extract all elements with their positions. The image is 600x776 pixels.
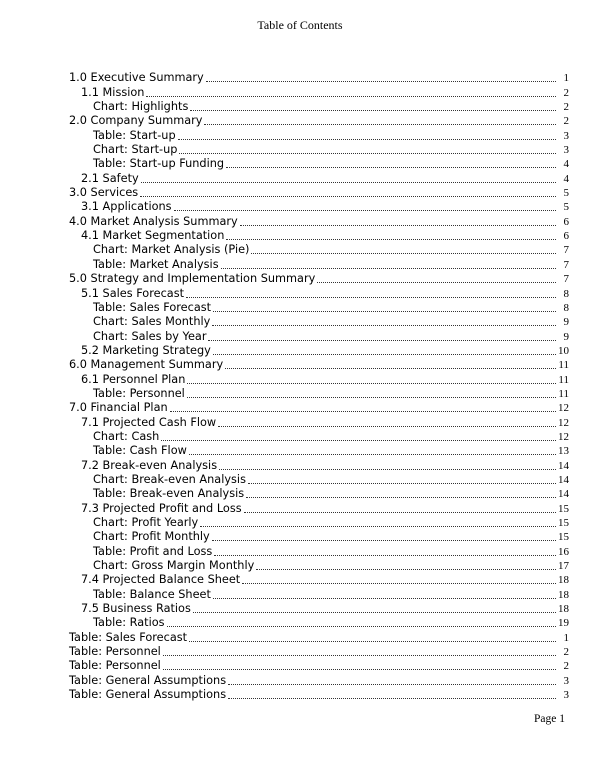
toc-entry[interactable] — [69, 243, 569, 257]
toc-entry-label: Table: Balance Sheet — [93, 587, 211, 601]
toc-entry-label: 4.1 Market Segmentation — [81, 229, 225, 243]
dot-leader — [248, 482, 556, 484]
toc-entry-label: 6.1 Personnel Plan — [81, 372, 186, 386]
toc-entry-page-number: 10 — [558, 344, 569, 357]
dot-leader — [213, 310, 556, 312]
page-number-footer: Page 1 — [534, 713, 565, 725]
toc-entry-label: 7.5 Business Ratios — [81, 602, 191, 616]
toc-entry-page-number: 18 — [558, 574, 569, 587]
toc-entry[interactable] — [69, 85, 569, 99]
dot-leader — [251, 252, 556, 254]
toc-entry-label: Chart: Cash — [93, 429, 160, 443]
toc-entry-page-number: 8 — [563, 287, 569, 300]
toc-entry-label: Chart: Start-up — [93, 143, 178, 157]
toc-entry[interactable] — [69, 344, 569, 358]
dot-leader — [228, 697, 556, 699]
toc-entry-page-number: 2 — [563, 115, 569, 128]
toc-entry-page-number: 14 — [558, 459, 569, 472]
toc-entry-page-number: 19 — [558, 617, 569, 630]
toc-entry[interactable] — [69, 516, 569, 530]
toc-entry-page-number: 12 — [558, 430, 569, 443]
dot-leader — [225, 367, 556, 369]
toc-entry-page-number: 15 — [558, 531, 569, 544]
toc-entry-label: Chart: Market Analysis (Pie) — [93, 243, 250, 257]
toc-entry-label: Table: Break-even Analysis — [93, 487, 245, 501]
toc-entry-label: 4.0 Market Analysis Summary — [69, 214, 238, 228]
dot-leader — [212, 539, 556, 541]
toc-entry-page-number: 2 — [563, 101, 569, 114]
toc-entry-page-number: 7 — [563, 273, 569, 286]
toc-entry[interactable] — [69, 530, 569, 544]
toc-entry[interactable] — [69, 688, 569, 702]
toc-entry[interactable] — [69, 71, 569, 85]
dot-leader — [163, 654, 556, 656]
toc-entry-label: Table: Start-up — [93, 128, 176, 142]
toc-entry-label: 7.1 Projected Cash Flow — [81, 415, 217, 429]
dot-leader — [193, 611, 556, 613]
toc-entry-page-number: 17 — [558, 560, 569, 573]
toc-entry-page-number: 2 — [563, 660, 569, 673]
toc-entry[interactable] — [69, 257, 569, 271]
toc-entry-page-number: 11 — [558, 387, 569, 400]
toc-entry-page-number: 18 — [558, 603, 569, 616]
toc-entry-label: Table: Personnel — [69, 645, 161, 659]
dot-leader — [141, 181, 556, 183]
toc-entry-page-number: 5 — [563, 187, 569, 200]
toc-entry-label: Table: General Assumptions — [69, 673, 227, 687]
toc-entry-label: Table: General Assumptions — [69, 688, 227, 702]
toc-entry-page-number: 11 — [558, 359, 569, 372]
toc-entry-page-number: 9 — [563, 330, 569, 343]
toc-entry-label: Table: Start-up Funding — [93, 157, 225, 171]
dot-leader — [146, 95, 556, 97]
toc-entry-label: 5.0 Strategy and Implementation Summary — [69, 272, 316, 286]
dot-leader — [178, 138, 556, 140]
toc-entry-label: Chart: Profit Monthly — [93, 530, 210, 544]
toc-entry[interactable] — [69, 415, 569, 429]
toc-entry[interactable] — [69, 143, 569, 157]
toc-entry-page-number: 2 — [563, 646, 569, 659]
dot-leader — [190, 109, 556, 111]
toc-entry-page-number: 3 — [563, 689, 569, 702]
dot-leader — [189, 453, 556, 455]
toc-entry-page-number: 12 — [558, 416, 569, 429]
toc-entry[interactable] — [69, 358, 569, 372]
toc-entry-label: 5.2 Marketing Strategy — [81, 343, 211, 357]
toc-entry-label: Table: Cash Flow — [93, 444, 187, 458]
toc-entry-label: Chart: Gross Margin Monthly — [93, 559, 255, 573]
toc-entry-page-number: 16 — [558, 545, 569, 558]
toc-entry[interactable] — [69, 286, 569, 300]
dot-leader — [170, 410, 556, 412]
dot-leader — [200, 525, 556, 527]
toc-entry[interactable] — [69, 128, 569, 142]
dot-leader — [256, 568, 556, 570]
toc-entry-page-number: 15 — [558, 502, 569, 515]
dot-leader — [212, 324, 556, 326]
table-of-contents — [69, 71, 569, 702]
toc-entry-page-number: 3 — [563, 674, 569, 687]
toc-entry[interactable] — [69, 559, 569, 573]
toc-entry[interactable] — [69, 200, 569, 214]
dot-leader — [161, 439, 556, 441]
dot-leader — [213, 353, 556, 355]
toc-entry-label: Chart: Highlights — [93, 100, 189, 114]
dot-leader — [317, 281, 556, 283]
toc-entry-page-number: 3 — [563, 129, 569, 142]
toc-entry-label: 7.2 Break-even Analysis — [81, 458, 218, 472]
toc-entry[interactable] — [69, 401, 569, 415]
dot-leader — [179, 152, 556, 154]
toc-entry[interactable] — [69, 587, 569, 601]
toc-entry[interactable] — [69, 430, 569, 444]
toc-entry-page-number: 13 — [558, 445, 569, 458]
toc-entry-label: Table: Sales Forecast — [93, 300, 212, 314]
dot-leader — [218, 425, 556, 427]
toc-entry-page-number: 14 — [558, 488, 569, 501]
toc-entry[interactable] — [69, 458, 569, 472]
toc-entry[interactable] — [69, 114, 569, 128]
toc-entry-page-number: 6 — [563, 230, 569, 243]
toc-entry-page-number: 4 — [563, 172, 569, 185]
toc-entry[interactable] — [69, 501, 569, 515]
toc-entry-page-number: 3 — [563, 144, 569, 157]
toc-entry-page-number: 7 — [563, 244, 569, 257]
toc-entry-label: Table: Personnel — [93, 386, 185, 400]
dot-leader — [228, 683, 556, 685]
toc-entry-label: Chart: Sales by Year — [93, 329, 207, 343]
dot-leader — [242, 582, 556, 584]
dot-leader — [204, 123, 556, 125]
toc-entry-page-number: 7 — [563, 258, 569, 271]
toc-entry[interactable] — [69, 301, 569, 315]
toc-entry[interactable] — [69, 544, 569, 558]
toc-entry-page-number: 9 — [563, 316, 569, 329]
toc-entry-label: 1.1 Mission — [81, 85, 145, 99]
toc-entry-label: 7.3 Projected Profit and Loss — [81, 501, 242, 515]
dot-leader — [208, 339, 556, 341]
toc-entry[interactable] — [69, 659, 569, 673]
toc-entry-label: Table: Profit and Loss — [93, 544, 213, 558]
toc-entry[interactable] — [69, 171, 569, 185]
dot-leader — [186, 296, 556, 298]
toc-entry[interactable] — [69, 315, 569, 329]
toc-entry[interactable] — [69, 214, 569, 228]
toc-entry-label: 3.0 Services — [69, 186, 139, 200]
toc-entry[interactable] — [69, 487, 569, 501]
toc-entry-label: 1.0 Executive Summary — [69, 71, 204, 85]
toc-entry-label: Table: Sales Forecast — [69, 630, 188, 644]
toc-entry-page-number: 11 — [558, 373, 569, 386]
toc-entry-label: Table: Market Analysis — [93, 257, 219, 271]
dot-leader — [163, 668, 556, 670]
toc-entry[interactable] — [69, 229, 569, 243]
dot-leader — [189, 640, 556, 642]
toc-entry-page-number: 1 — [563, 72, 569, 85]
toc-entry-page-number: 8 — [563, 301, 569, 314]
dot-leader — [240, 224, 556, 226]
toc-entry[interactable] — [69, 157, 569, 171]
toc-entry-page-number: 1 — [563, 631, 569, 644]
toc-entry-label: Table: Ratios — [93, 616, 165, 630]
toc-entry-page-number: 14 — [558, 473, 569, 486]
toc-entry-label: 7.4 Projected Balance Sheet — [81, 573, 241, 587]
toc-entry-page-number: 6 — [563, 215, 569, 228]
toc-entry[interactable] — [69, 630, 569, 644]
toc-entry-label: 2.1 Safety — [81, 171, 139, 185]
toc-entry[interactable] — [69, 444, 569, 458]
dot-leader — [213, 597, 556, 599]
toc-entry-label: Table: Personnel — [69, 659, 161, 673]
dot-leader — [214, 554, 556, 556]
dot-leader — [246, 496, 556, 498]
toc-entry-page-number: 5 — [563, 201, 569, 214]
toc-entry-page-number: 12 — [558, 402, 569, 415]
toc-entry[interactable] — [69, 100, 569, 114]
dot-leader — [221, 267, 556, 269]
toc-entry-label: 2.0 Company Summary — [69, 114, 203, 128]
dot-leader — [167, 625, 557, 627]
dot-leader — [244, 511, 556, 513]
toc-entry[interactable] — [69, 645, 569, 659]
dot-leader — [206, 80, 556, 82]
toc-entry[interactable] — [69, 473, 569, 487]
toc-entry-page-number: 18 — [558, 588, 569, 601]
toc-entry[interactable] — [69, 329, 569, 343]
toc-entry-page-number: 4 — [563, 158, 569, 171]
toc-entry-label: 6.0 Management Summary — [69, 358, 224, 372]
dot-leader — [140, 195, 556, 197]
toc-entry-label: 3.1 Applications — [81, 200, 172, 214]
dot-leader — [226, 166, 556, 168]
toc-entry-label: Chart: Sales Monthly — [93, 315, 211, 329]
toc-entry-page-number: 15 — [558, 517, 569, 529]
toc-entry-label: Chart: Break-even Analysis — [93, 472, 246, 486]
dot-leader — [187, 396, 556, 398]
toc-entry[interactable] — [69, 186, 569, 200]
toc-entry[interactable] — [69, 573, 569, 587]
dot-leader — [187, 382, 556, 384]
dot-leader — [226, 238, 556, 240]
dot-leader — [219, 468, 556, 470]
toc-entry[interactable] — [69, 387, 569, 401]
document-title: Table of Contents — [257, 18, 343, 32]
toc-entry[interactable] — [69, 616, 569, 630]
toc-entry[interactable] — [69, 372, 569, 386]
toc-entry-page-number: 2 — [563, 86, 569, 99]
toc-entry[interactable] — [69, 272, 569, 286]
toc-entry[interactable] — [69, 602, 569, 616]
toc-entry-label: 5.1 Sales Forecast — [81, 286, 185, 300]
toc-entry-label: Chart: Profit Yearly — [93, 516, 199, 529]
toc-entry-label: 7.0 Financial Plan — [69, 401, 168, 415]
dot-leader — [174, 209, 556, 211]
toc-entry[interactable] — [69, 673, 569, 687]
